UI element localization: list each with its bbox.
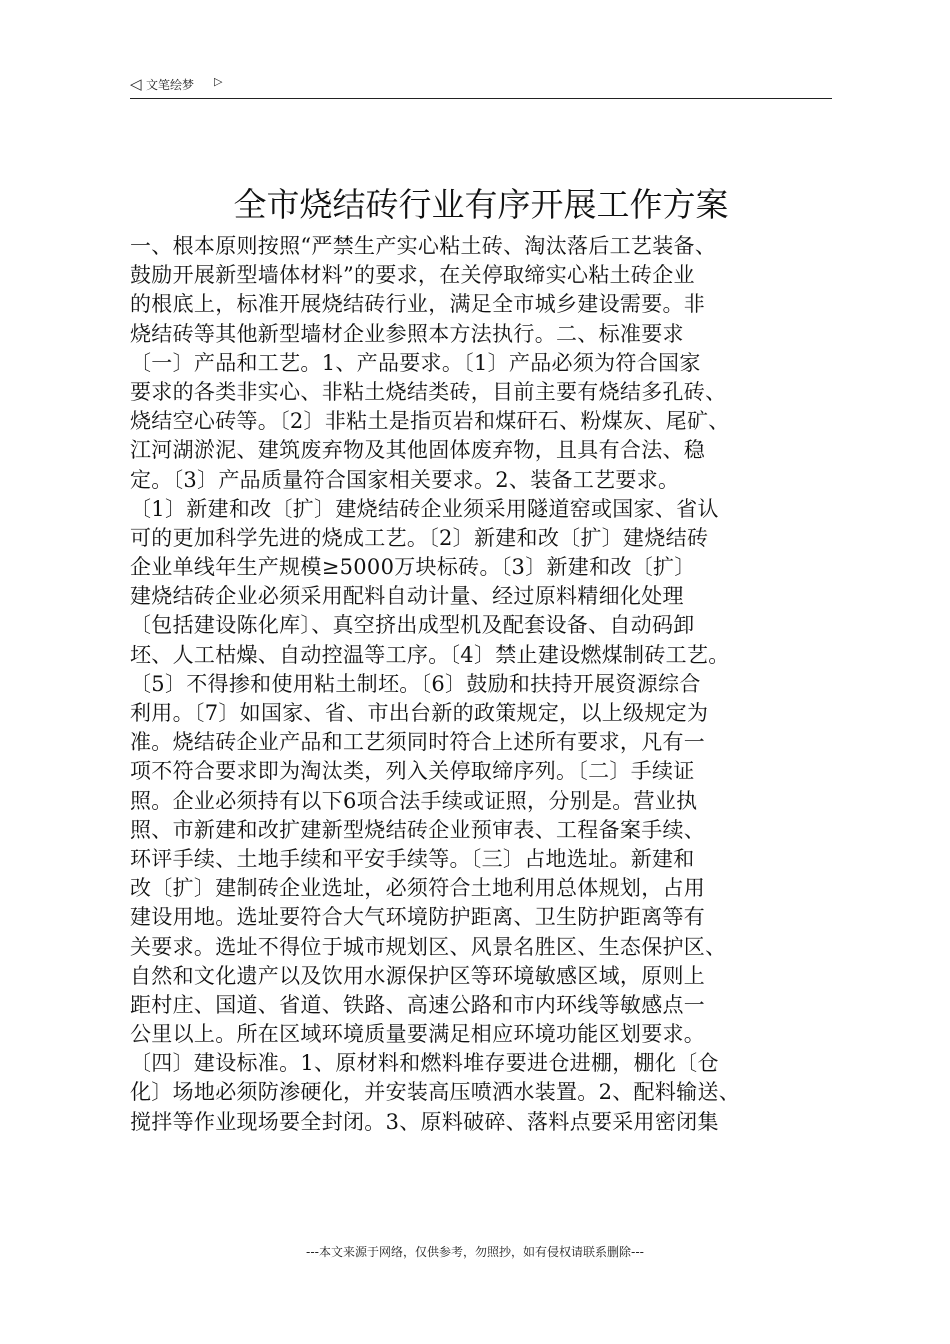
right-triangle-icon: ▷ (214, 75, 223, 88)
body-line: 一、根本原则按照“严禁生产实心粘土砖、淘汰落后工艺装备、 (130, 234, 717, 258)
body-line: 要求的各类非实心、非粘土烧结类砖，目前主要有烧结多孔砖、 (130, 379, 727, 404)
body-line: 建设用地。选址要符合大气环境防护距离、卫生防护距离等有 (130, 905, 706, 930)
body-line: 江河湖淤泥、建筑废弃物及其他固体废弃物，且具有合法、稳 (130, 438, 706, 463)
document-title: 全市烧结砖行业有序开展工作方案 (233, 185, 729, 224)
header-brand-text: 文笔绘梦 (146, 78, 195, 92)
body-line: 改〔扩〕建制砖企业选址，必须符合土地利用总体规划，占用 (130, 876, 706, 901)
body-line: 〔四〕建设标准。1、原材料和燃料堆存要进仓进棚，棚化〔仓 (130, 1051, 719, 1076)
body-line: 烧结砖等其他新型墙材企业参照本方法执行。二、标准要求 (130, 321, 684, 346)
body-line: 公里以上。所在区域环境质量要满足相应环境功能区划要求。 (130, 1022, 706, 1047)
body-line: 的根底上，标准开展烧结砖行业，满足全市城乡建设需要。非 (130, 292, 706, 317)
document-body (130, 232, 850, 1137)
body-line: 自然和文化遗产以及饮用水源保护区等环境敏感区域，原则上 (130, 963, 706, 988)
body-line: 化〕场地必须防渗硬化，并安装高压喷洒水装置。2、配料输送、 (130, 1080, 741, 1105)
body-line: 照、市新建和改扩建新型烧结砖企业预审表、工程备案手续、 (130, 817, 706, 842)
body-line: 关要求。选址不得位于城市规划区、风景名胜区、生态保护区、 (130, 934, 727, 959)
page-header (130, 74, 832, 99)
body-line: 〔包括建设陈化库〕、真空挤出成型机及配套设备、自动码卸 (130, 613, 695, 638)
body-line: 搅拌等作业现场要全封闭。3、原料破碎、落料点要采用密闭集 (130, 1109, 719, 1134)
body-line: 环评手续、土地手续和平安手续等。〔三〕占地选址。新建和 (130, 846, 695, 871)
body-line: 距村庄、国道、省道、铁路、高速公路和市内环线等敏感点一 (130, 992, 706, 1017)
body-line: 坯、人工枯燥、自动控温等工序。〔4〕禁止建设燃煤制砖工艺。 (130, 642, 730, 667)
body-line: 〔1〕新建和改〔扩〕建烧结砖企业须采用隧道窑或国家、省认 (130, 496, 719, 521)
body-line: 项不符合要求即为淘汰类，列入关停取缔序列。〔二〕手续证 (130, 759, 695, 784)
body-line: 照。企业必须持有以下6项合法手续或证照，分别是。营业执 (130, 788, 698, 813)
body-line: 定。〔3〕产品质量符合国家相关要求。2、装备工艺要求。 (130, 467, 680, 492)
body-line: 〔5〕不得掺和使用粘土制坯。〔6〕鼓励和扶持开展资源综合 (130, 671, 701, 696)
body-line: 可的更加科学先进的烧成工艺。〔2〕新建和改〔扩〕建烧结砖 (130, 525, 709, 550)
body-line: 准。烧结砖企业产品和工艺须同时符合上述所有要求，凡有一 (130, 730, 706, 755)
left-triangle-icon: ◁ (130, 75, 142, 93)
body-line: 企业单线年生产规模≥5000万块标砖。〔3〕新建和改〔扩〕 (130, 555, 696, 580)
page-footer-disclaimer: ---本文来源于网络，仅供参考，勿照抄，如有侵权请联系删除--- (306, 1245, 644, 1259)
body-line: 〔一〕产品和工艺。1、产品要求。〔1〕产品必须为符合国家 (130, 350, 701, 375)
body-line: 利用。〔7〕如国家、省、市出台新的政策规定，以上级规定为 (130, 701, 709, 725)
body-line: 鼓励开展新型墙体材料”的要求，在关停取缔实心粘土砖企业 (130, 263, 695, 288)
body-line: 建烧结砖企业必须采用配料自动计量、经过原料精细化处理 (130, 584, 684, 609)
body-line: 烧结空心砖等。〔2〕非粘土是指页岩和煤矸石、粉煤灰、尾矿、 (130, 409, 730, 434)
